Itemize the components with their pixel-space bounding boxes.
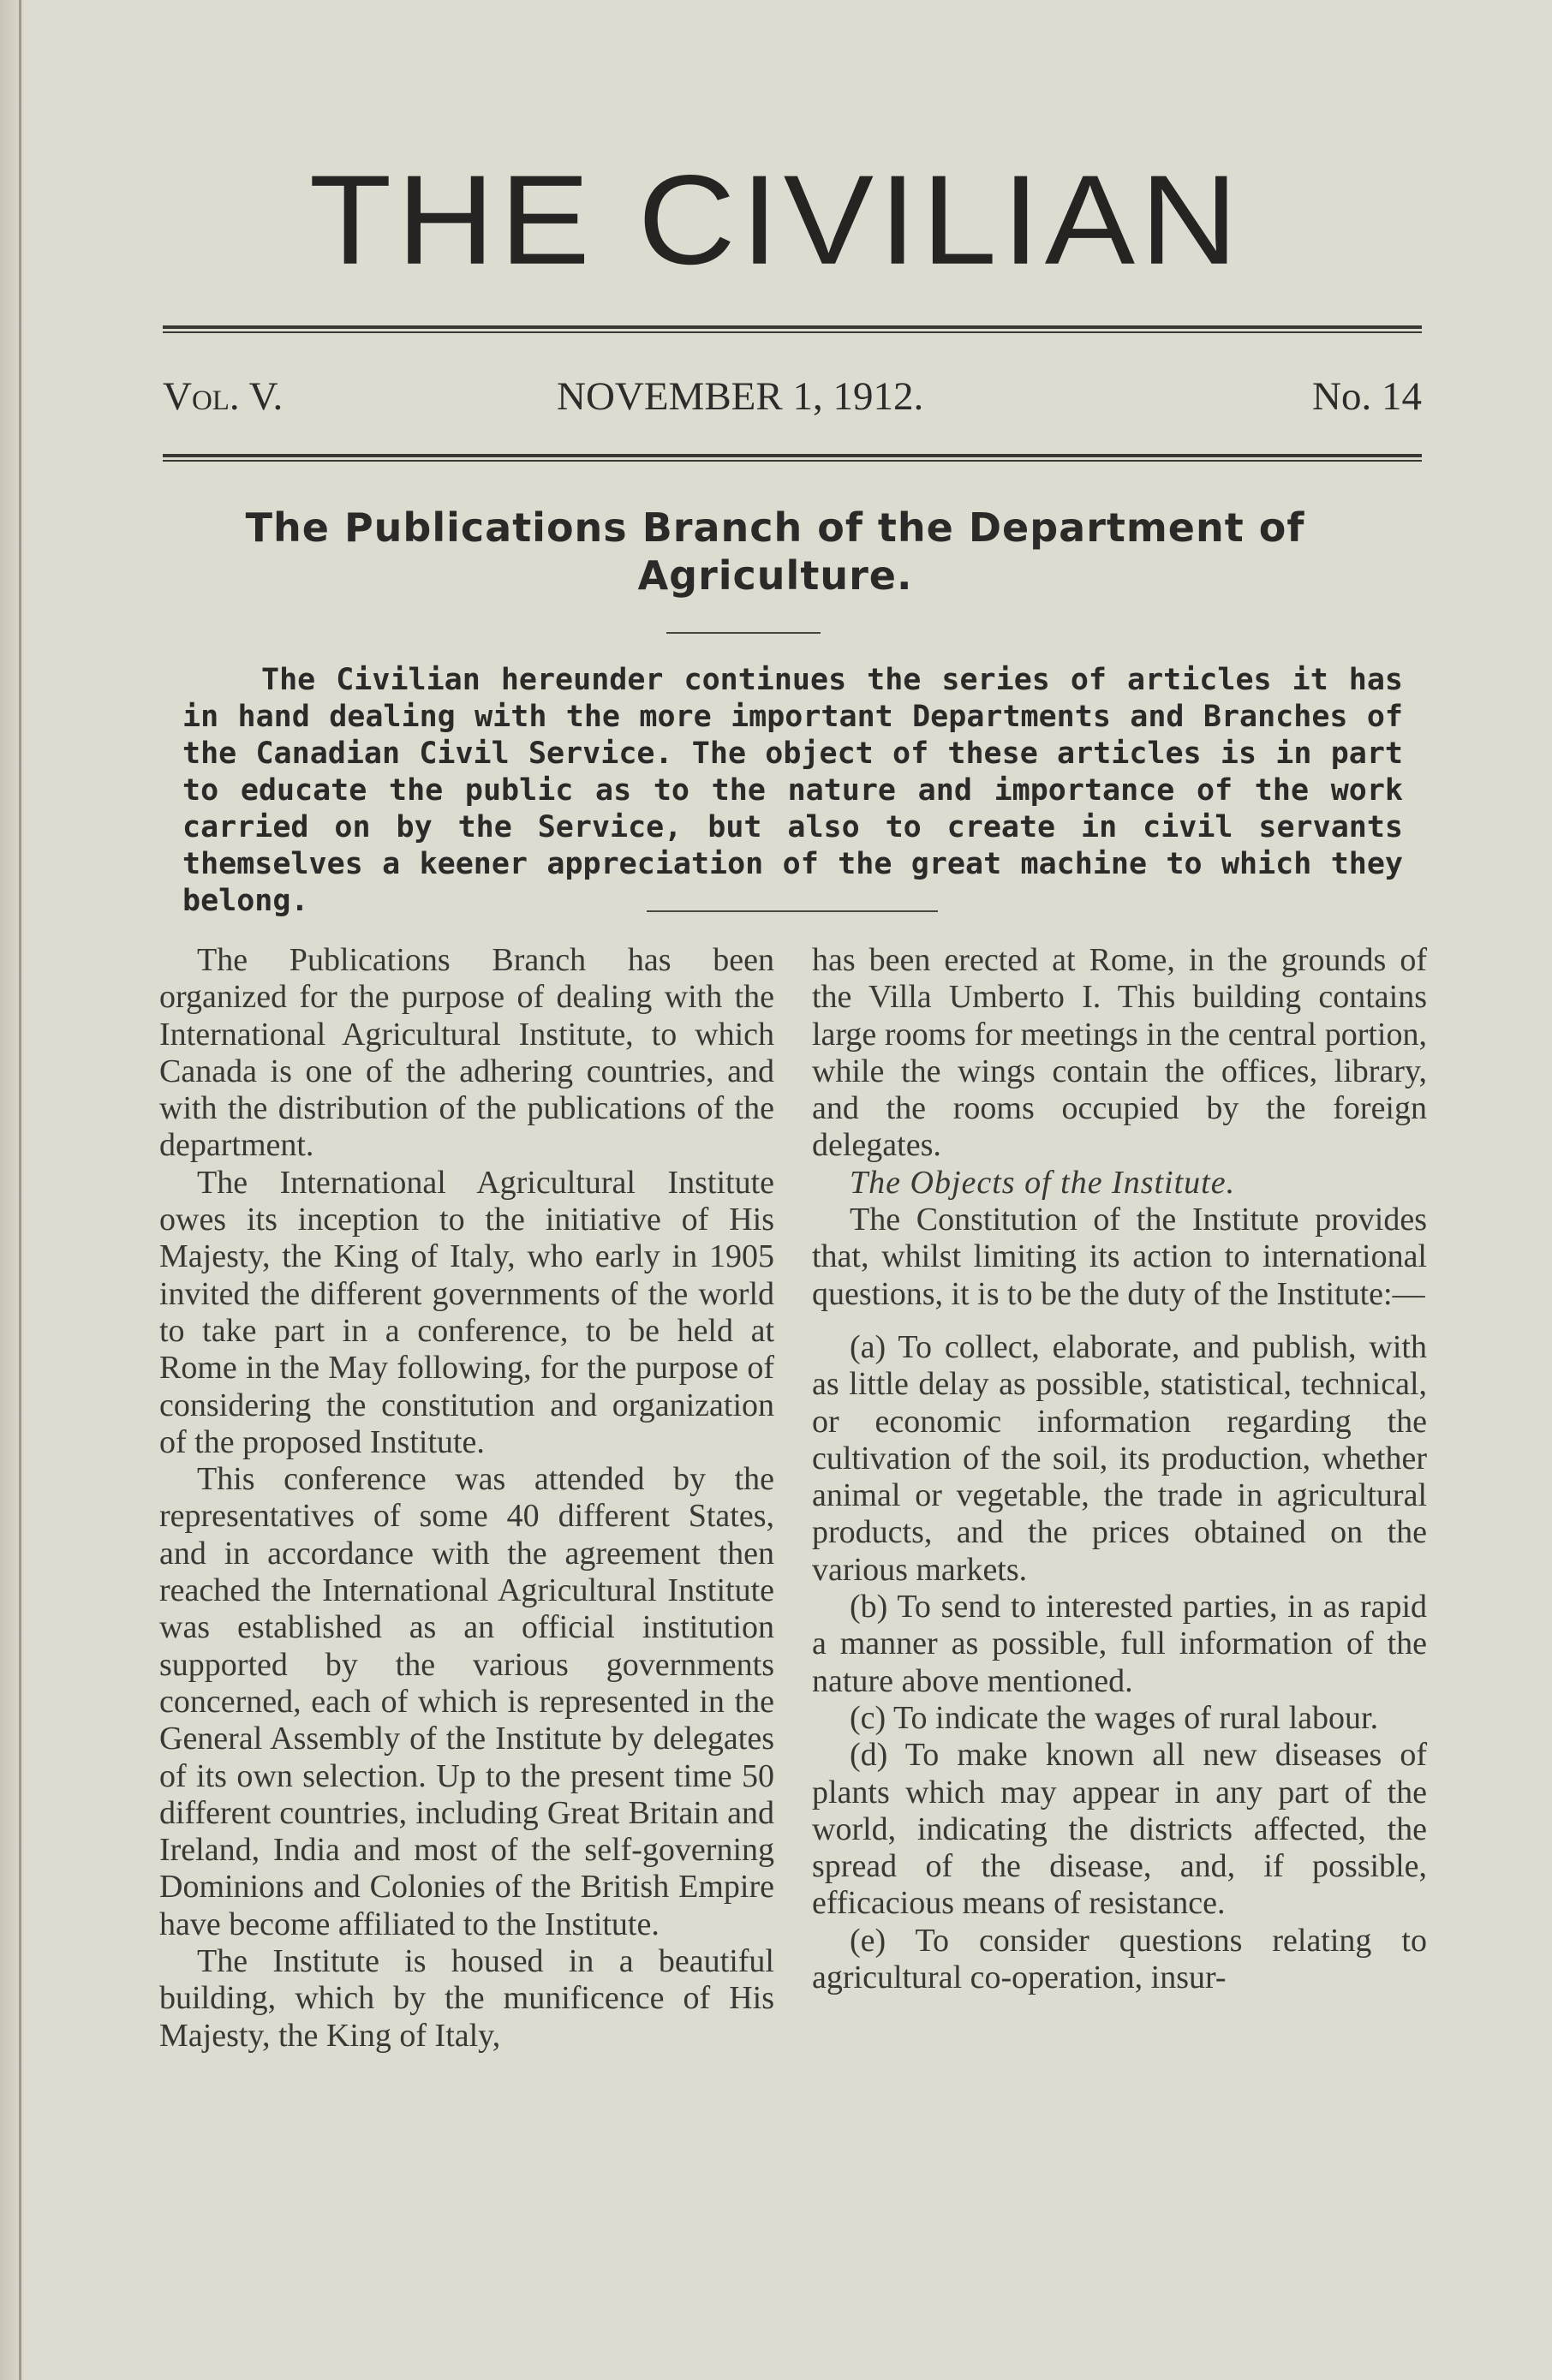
right-column: [812, 942, 1427, 1996]
paragraph: The Constitution of the Institute provides that, whilst limiting its action to international questions, it is to be the duty of the Institute:—: [812, 1202, 1427, 1312]
masthead-title: THE CIVILIAN: [308, 149, 1244, 291]
issue-date: NOVEMBER 1, 1912.: [557, 374, 924, 419]
list-item: (c) To indicate the wages of rural labour.: [850, 1699, 1379, 1736]
article-intro: The Civilian hereunder continues the series of articles it has in hand dealing with the more important Departments and Branches of the Canadian Civil Service. The object of these articles is in part to educate the public as to the nature and importance of the work carried on by the Service, but also to create in civil servants themselves a keener appreciation of the great machine to which they belong.: [182, 663, 1403, 918]
binding-edge: [0, 0, 26, 2380]
paragraph: The International Agricultural Institute owes its inception to the initiative of His Majesty, the King of Italy, who early in 1905 invited the different governments of the world to take part in a conference, to be held at Rome in the May following, for the purpose of considering the constitution and organization of the proposed Institute.: [159, 1164, 774, 1460]
list-item: (d) To make known all new diseases of plants which may appear in any part of the world, indicating the districts affected, the spread of the disease, and, if possible, efficacious means of resistance.: [812, 1737, 1427, 1922]
list-item: (b) To send to interested parties, in as rapid a manner as possible, full information of the nature above mentioned.: [812, 1589, 1427, 1699]
section-subheading: The Objects of the Institute.: [850, 1164, 1236, 1201]
intro-divider: [647, 910, 938, 912]
article-title: The Publications Branch of the Department of Agriculture.: [245, 504, 1305, 599]
paragraph: The Institute is housed in a beautiful building, which by the munificence of His Majesty, the King of Italy,: [159, 1943, 774, 2054]
paragraph-continuation: has been erected at Rome, in the grounds of the Villa Umberto I. This building contains large rooms for meetings in the central portion, while the wings contain the offices, library, and the rooms occupied by the foreign delegates.: [812, 942, 1427, 1164]
volume-label: Vol. V.: [163, 374, 284, 419]
binding-line: [19, 0, 21, 2380]
issue-line: [163, 373, 1422, 425]
paragraph: This conference was attended by the representatives of some 40 different States, and in accordance with the agreement then reached the International Agricultural Institute was established as an official institution supported by the various governments concerned, each of which is represented in the General Assembly of the Institute by delegates of its own selection. Up to the present time 50 different countries, including Great Britain and Ireland, India and most of the self-governing Dominions and Colonies of the British Empire have become affiliated to the Institute.: [159, 1461, 774, 1942]
list-item: (a) To collect, elaborate, and publish, with as little delay as possible, statistical, technical, or economic information regarding the cultivation of the soil, its production, whether animal or vegetable, the trade in agricultural products, and the prices obtained on the various markets.: [812, 1328, 1427, 1588]
paragraph: The Publications Branch has been organized for the purpose of dealing with the International Agricultural Institute, to which Canada is one of the adhering countries, and with the distribution of the publications of the department.: [159, 942, 774, 1164]
masthead-rule-bottom: [163, 454, 1422, 462]
list-item: (e) To consider questions relating to agricultural co-operation, insur-: [812, 1922, 1427, 1996]
title-divider: [666, 632, 821, 634]
left-column: [159, 942, 774, 2055]
issue-number: No. 14: [1312, 374, 1422, 419]
masthead-rule-top: [163, 325, 1422, 333]
